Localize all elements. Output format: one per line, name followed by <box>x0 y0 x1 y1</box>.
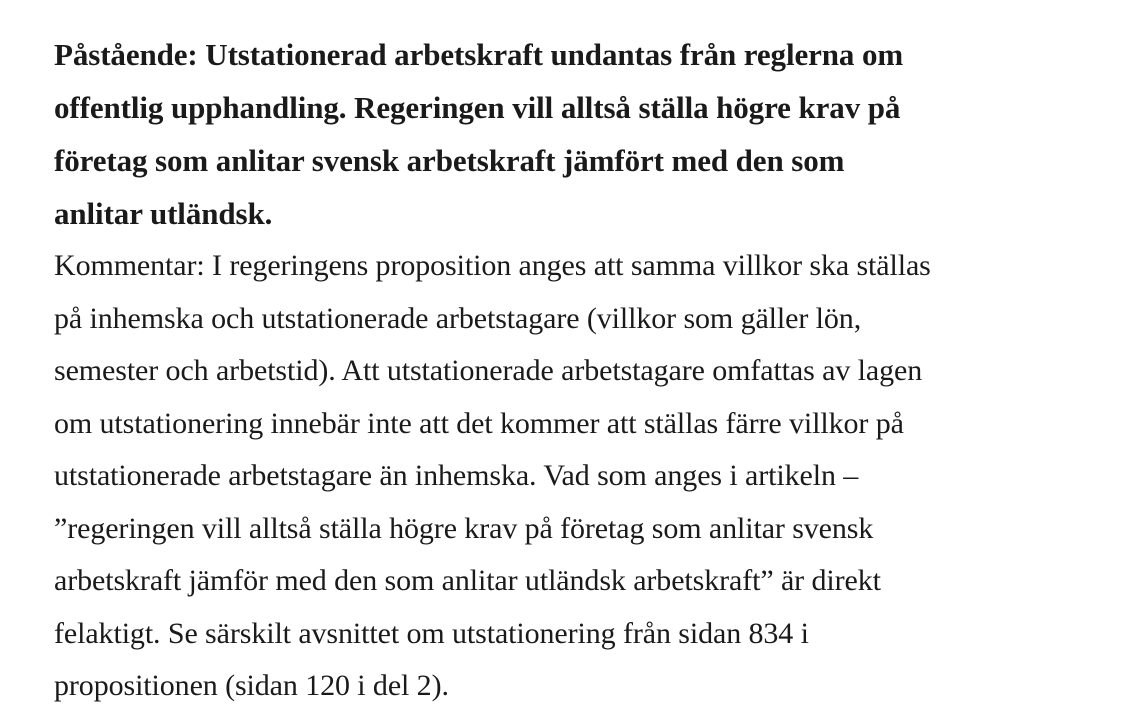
comment-line: Kommentar: I regeringens proposition anges att samma villkor ska ställas <box>54 249 931 282</box>
article-excerpt <box>54 28 1124 713</box>
claim-line: offentlig upphandling. Regeringen vill alltså ställa högre krav på <box>54 90 901 125</box>
comment-paragraph <box>54 240 1124 713</box>
comment-line: felaktigt. Se särskilt avsnittet om utstationering från sidan 834 i <box>54 616 809 650</box>
comment-line: ”regeringen vill alltså ställa högre krav på företag som anlitar svensk <box>54 511 874 545</box>
comment-line: arbetskraft jämför med den som anlitar utländsk arbetskraft” är direkt <box>54 564 881 597</box>
comment-line: propositionen (sidan 120 i del 2). <box>54 669 449 702</box>
claim-line: Påstående: Utstationerad arbetskraft undantas från reglerna om <box>54 37 904 72</box>
comment-line: utstationerade arbetstagare än inhemska. Vad som anges i artikeln – <box>54 459 859 492</box>
comment-line: på inhemska och utstationerade arbetstagare (villkor som gäller lön, <box>54 301 862 335</box>
comment-line: semester och arbetstid). Att utstationerade arbetstagare omfattas av lagen <box>54 354 923 387</box>
claim-paragraph <box>54 28 1124 240</box>
claim-line: företag som anlitar svensk arbetskraft jämfört med den som <box>54 143 845 178</box>
comment-line: om utstationering innebär inte att det kommer att ställas färre villkor på <box>54 406 904 440</box>
claim-line: anlitar utländsk. <box>54 196 273 231</box>
